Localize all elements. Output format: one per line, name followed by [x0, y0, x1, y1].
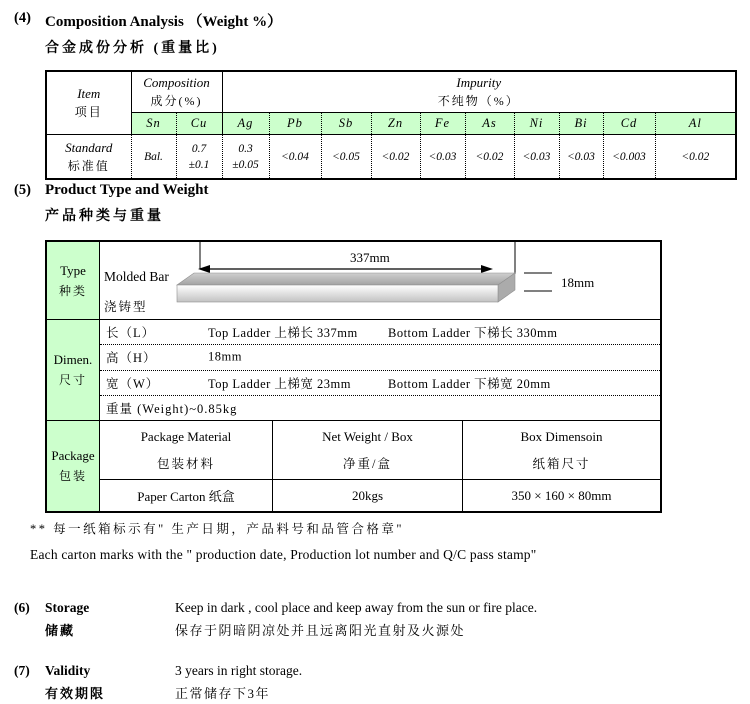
value-fe: <0.03 — [420, 135, 465, 180]
type-label-zh: 种类 — [58, 283, 87, 298]
package-material-value: Paper Carton 纸盒 — [137, 489, 235, 504]
package-label-cell — [47, 421, 100, 511]
footnote-en: Each carton marks with the " production date, Production lot number and Q/C pass stamp" — [30, 547, 537, 562]
dimension-height-row: 高（H） 18mm — [100, 345, 660, 370]
element-header-row — [46, 113, 736, 135]
element-header-pb: Pb — [269, 113, 321, 135]
section-5-number: (5) — [14, 182, 31, 198]
value-pb: <0.04 — [269, 135, 321, 180]
box-dimension-value: 350 × 160 × 80mm — [462, 480, 660, 511]
type-row — [47, 242, 660, 319]
package-material-header: Package Material 包装材料 — [100, 421, 272, 480]
item-header-en: Item — [77, 86, 101, 101]
standard-label-en: Standard — [65, 139, 113, 155]
validity-title-en: Validity — [45, 663, 91, 678]
bar-front-face — [177, 285, 498, 302]
dimension-label-cell — [47, 320, 100, 420]
dimension-label-zh: 尺寸 — [58, 373, 87, 387]
type-content-cell — [100, 242, 660, 319]
element-header-sb: Sb — [321, 113, 371, 135]
arrowhead-right — [481, 265, 493, 273]
dimension-content — [100, 320, 660, 420]
element-header-sn: Sn — [131, 113, 176, 135]
composition-header-cell — [131, 71, 222, 113]
section-7-validity — [14, 660, 302, 704]
impurity-header-en: Impurity — [456, 75, 502, 90]
section-6-number: (6) — [14, 600, 30, 615]
package-grid — [100, 421, 660, 511]
composition-table — [45, 70, 737, 180]
value-as: <0.02 — [465, 135, 514, 180]
value-al: <0.02 — [655, 135, 736, 180]
value-sb: <0.05 — [321, 135, 371, 180]
package-label-en: Package — [51, 448, 95, 463]
value-bi: <0.03 — [559, 135, 603, 180]
section-7-number: (7) — [14, 663, 30, 678]
element-header-ni: Ni — [514, 113, 559, 135]
element-header-ag: Ag — [222, 113, 269, 135]
section-5-heading — [14, 182, 209, 225]
element-header-al: Al — [655, 113, 736, 135]
bar-top-face — [177, 273, 515, 285]
net-weight-value: 20kgs — [272, 480, 462, 511]
value-cu: 0.7 ±0.1 — [176, 135, 222, 180]
type-value-zh: 浇铸型 — [104, 300, 148, 314]
section-4-number: (4) — [14, 10, 31, 26]
item-header-zh: 项目 — [74, 105, 103, 119]
carton-marking-footnote — [30, 519, 536, 563]
net-weight-header: Net Weight / Box 净重/盒 — [272, 421, 462, 480]
section-6-storage — [14, 597, 537, 641]
value-ni: <0.03 — [514, 135, 559, 180]
standard-label-cell — [46, 135, 131, 180]
section-5-title-zh: 产品种类与重量 — [45, 209, 164, 224]
composition-header-zh: 成分(%) — [150, 94, 203, 108]
element-header-cd: Cd — [603, 113, 655, 135]
standard-values-row — [46, 135, 736, 180]
impurity-header-cell — [222, 71, 736, 113]
item-header-cell — [46, 71, 131, 135]
box-dimension-header: Box Dimensoin 纸箱尺寸 — [462, 421, 660, 480]
dimension-width-row: 宽（W） Top Ladder 上梯宽 23mm Bottom Ladder 下梯宽 20mm — [100, 371, 660, 396]
height-dimension-label: 18mm — [561, 275, 595, 290]
section-4-title-zh: 合金成份分析 (重量比) — [45, 41, 220, 56]
dimension-row — [47, 319, 660, 420]
type-label-cell — [47, 242, 100, 319]
element-header-cu: Cu — [176, 113, 222, 135]
element-header-bi: Bi — [559, 113, 603, 135]
validity-title-zh: 有效期限 — [45, 686, 106, 701]
composition-header-en: Composition — [143, 75, 210, 90]
value-ag: 0.3 ±0.05 — [222, 135, 269, 180]
dimension-length-row: 长（L） Top Ladder 上梯长 337mm Bottom Ladder 下梯长 330mm — [100, 320, 660, 345]
type-value-en: Molded Bar — [104, 269, 169, 284]
dimension-weight-row: 重量 (Weight)~0.85kg — [106, 401, 238, 416]
dimension-label-en: Dimen. — [53, 352, 93, 367]
storage-title-zh: 储藏 — [45, 623, 76, 638]
impurity-header-zh: 不纯物（%） — [437, 94, 520, 108]
storage-title-en: Storage — [45, 600, 90, 615]
footnote-zh: ** 每一纸箱标示有" 生产日期，产品料号和品管合格章" — [30, 522, 404, 536]
validity-text-en: 3 years in right storage. — [175, 663, 303, 678]
molded-bar-drawing — [100, 242, 658, 319]
validity-text-zh: 正常储存下3年 — [175, 686, 271, 701]
standard-label-zh: 标准值 — [67, 158, 110, 173]
package-label-zh: 包装 — [58, 469, 87, 483]
storage-text-en: Keep in dark , cool place and keep away from the sun or fire place. — [175, 600, 538, 615]
length-dimension-label: 337mm — [350, 250, 390, 265]
package-row — [47, 420, 660, 511]
element-header-as: As — [465, 113, 514, 135]
value-sn: Bal. — [131, 135, 176, 180]
value-zn: <0.02 — [371, 135, 420, 180]
product-table — [45, 240, 662, 513]
section-4-title-en: Composition Analysis （Weight %） — [45, 14, 283, 30]
section-4-heading — [14, 10, 282, 57]
element-header-zn: Zn — [371, 113, 420, 135]
value-cd: <0.003 — [603, 135, 655, 180]
element-header-fe: Fe — [420, 113, 465, 135]
type-label-en: Type — [60, 262, 86, 278]
storage-text-zh: 保存于阴暗阴凉处并且远离阳光直射及火源处 — [175, 623, 466, 638]
section-5-title-en: Product Type and Weight — [45, 182, 209, 198]
